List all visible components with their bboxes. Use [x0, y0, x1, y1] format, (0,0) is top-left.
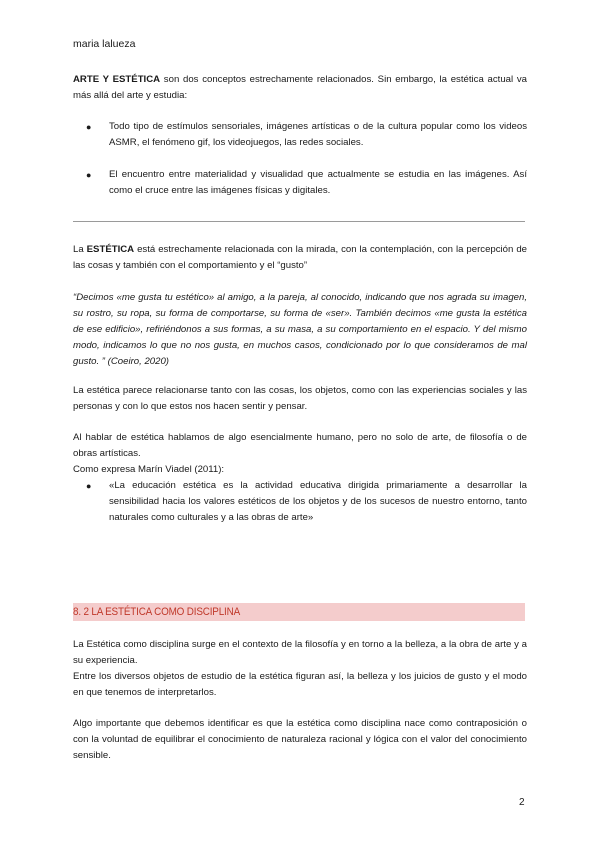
- relation-paragraph: La estética parece relacionarse tanto con las cosas, los objetos, como con las experiencias sociales y las personas y con lo que estos nos hacen sentir y pensar.: [73, 385, 527, 412]
- horizontal-divider: [73, 221, 525, 222]
- list-item: [73, 478, 527, 526]
- list-item: [73, 119, 527, 151]
- intro-paragraph: [73, 72, 527, 104]
- discipline-paragraph-2: Entre los diversos objetos de estudio de la estética figuran así, la belleza y los juicios de gusto y el modo en que tenemos de interpretarlos.: [73, 671, 527, 698]
- page-number: 2: [519, 797, 525, 808]
- estetica-bold: ESTÉTICA: [86, 244, 135, 255]
- discipline-paragraph-1: La Estética como disciplina surge en el contexto de la filosofía y en torno a la belleza, a la obra de arte y a su experiencia.: [73, 639, 527, 666]
- bullet-icon: ●: [86, 481, 92, 491]
- list-item-text: Todo tipo de estímulos sensoriales, imágenes artísticas o de la cultura popular como los videos ASMR, el fenómeno gif, los videojuegos, las redes sociales.: [109, 121, 527, 148]
- bullet-icon: ●: [86, 170, 92, 180]
- list-item: [73, 167, 527, 199]
- section-heading: 8. 2 LA ESTÉTICA COMO DISCIPLINA: [73, 606, 240, 618]
- human-paragraph: Al hablar de estética hablamos de algo esencialmente humano, pero no solo de arte, de filosofía o de obras artísticas.: [73, 432, 527, 459]
- intro-bold: ARTE Y ESTÉTICA: [73, 74, 161, 85]
- bullet-list-stimuli: [73, 119, 527, 199]
- express-paragraph: Como expresa Marín Viadel (2011):: [73, 464, 225, 475]
- estetica-paragraph: [73, 242, 527, 274]
- estetica-text: está estrechamente relacionada con la mirada, con la contemplación, con la percepción de las cosas y también con el comportamiento y el “gusto”: [73, 244, 527, 271]
- bullet-icon: ●: [86, 122, 92, 132]
- list-item-text: El encuentro entre materialidad y visualidad que actualmente se estudia en las imágenes. Así como el cruce entre las imágenes físicas y digitales.: [109, 169, 527, 196]
- bullet-list-quote: [73, 478, 527, 526]
- discipline-paragraph-3: Algo importante que debemos identificar es que la estética como disciplina nace como contraposición o con la voluntad de equilibrar el conocimiento de naturaleza racional y lógica con el valor del conocimiento sensible.: [73, 718, 527, 761]
- intro-text: son dos conceptos estrechamente relacionados. Sin embargo, la estética actual va más allá del arte y estudia:: [73, 74, 527, 101]
- header-author: maria lalueza: [73, 38, 136, 50]
- estetica-pre: La: [73, 244, 87, 255]
- list-item-text: «La educación estética es la actividad educativa dirigida primariamente a desarrollar la sensibilidad hacia los valores estéticos de los objetos y de los sucesos de nuestro entorno, tanto naturales como culturales y a las obras de arte»: [109, 480, 527, 523]
- quote-coeiro: “Decimos «me gusta tu estético» al amigo, a la pareja, al conocido, indicando que nos agrada su imagen, su rostro, su ropa, su forma de comportarse, su forma de «ser». También decimos «me gusta la estética de ese edificio», refiriéndonos a sus formas, a su masa, a su comportamiento en el espacio. Y del mismo modo, indicamos lo que no nos gusta, en muchos casos, condicionado por lo que consideramos de mal gusto. ” (Coeiro, 2020): [73, 292, 527, 367]
